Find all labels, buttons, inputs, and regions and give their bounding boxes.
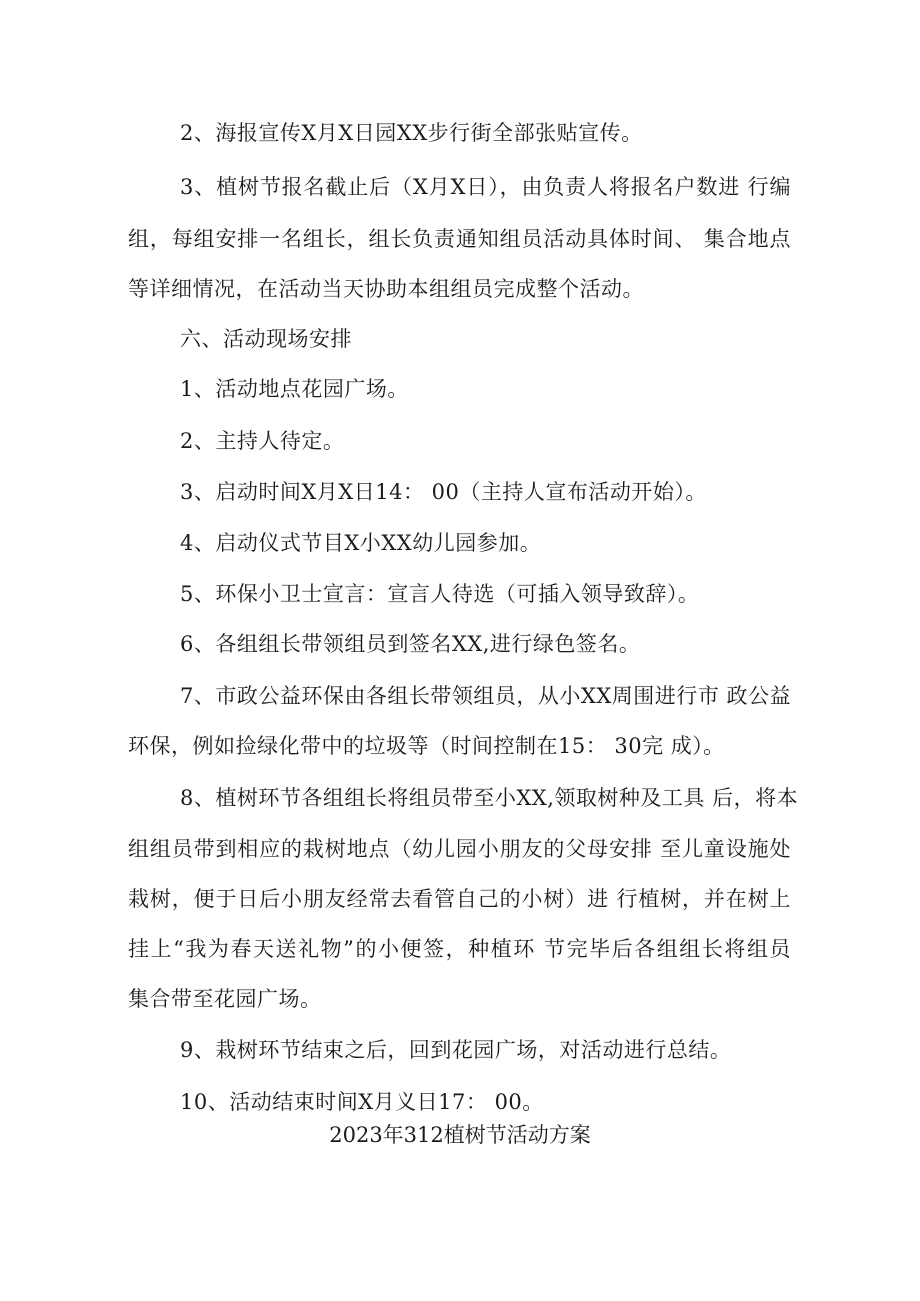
item-3-signup-line-3: 等详细情况，在活动当天协助本组组员完成整个活动。 [128,277,644,301]
onsite-item-8-line-2: 组组员带到相应的栽树地点（幼儿园小朋友的父母安排 至儿童设施处 [128,837,791,861]
onsite-item-8-line-4: 挂上“我为春天送礼物”的小便签，种植环 节完毕后各组组长将组员 [128,937,791,961]
onsite-item-7-line-2: 环保，例如捡绿化带中的垃圾等（时间控制在15： 30完 成）。 [128,734,725,758]
onsite-item-6: 6、各组组长带领组员到签名XX,进行绿色签名。 [180,632,641,656]
onsite-item-7-line-1: 7、市政公益环保由各组长带领组员，从小XX周围进行市 政公益 [180,684,791,708]
onsite-item-10: 10、活动结束时间X月义日17： 00。 [180,1090,544,1114]
onsite-item-2: 2、主持人待定。 [180,429,345,453]
onsite-item-3: 3、启动时间X月X日14： 00（主持人宣布活动开始）。 [180,480,707,504]
onsite-item-1: 1、活动地点花园广场。 [180,377,409,401]
item-3-signup-line-1: 3、植树节报名截止后（X月X日），由负责人将报名户数进 行编 [180,175,791,199]
item-2-poster: 2、海报宣传X月X日园XX步行街全部张贴宣传。 [180,121,643,145]
item-3-signup-line-2: 组，每组安排一名组长，组长负责通知组员活动具体时间、 集合地点 [128,227,791,251]
onsite-item-5: 5、环保小卫士宣言：宣言人待选（可插入领导致辞）。 [180,582,700,606]
document-title: 2023年312植树节活动方案 [329,1123,591,1147]
onsite-item-8-line-5: 集合带至花园广场。 [128,987,322,1011]
onsite-item-8-line-3: 栽树，便于日后小朋友经常去看管自己的小树）进 行植树，并在树上 [128,887,791,911]
onsite-item-9: 9、栽树环节结束之后，回到花园广场，对活动进行总结。 [180,1038,732,1062]
onsite-item-4: 4、启动仪式节目X小XX幼儿园参加。 [180,531,542,555]
onsite-item-8-line-1: 8、植树环节各组组长将组员带至小XX,领取树种及工具 后，将本 [180,786,799,810]
section-heading-6: 六、活动现场安排 [180,327,352,351]
